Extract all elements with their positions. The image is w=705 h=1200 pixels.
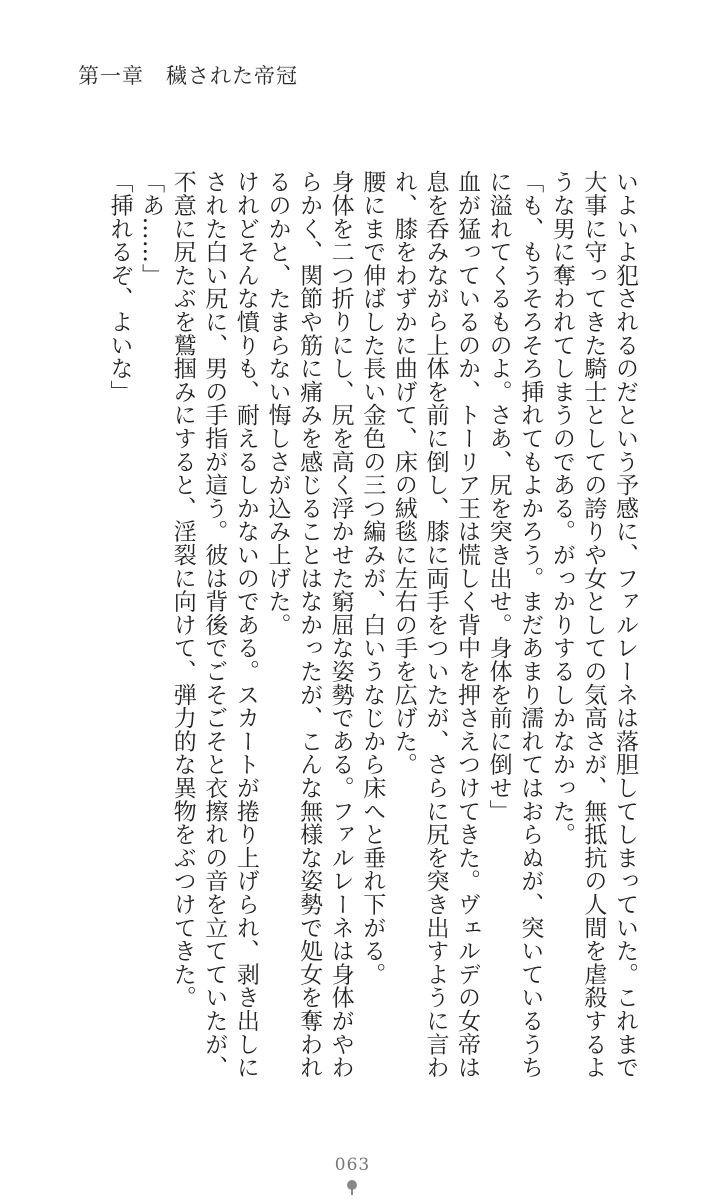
paragraph: 血が猛っているのか、トーリア王は慌しく背中を押さえつけてきた。ヴェルデの女帝は息を呑みながら上体を前に倒し、膝に両手をついたが、さらに尻を突き出すように言われ、膝をわずかに曲げて、床の絨毯に左右の手を広げた。	[390, 170, 481, 1079]
ornament-icon	[347, 1180, 357, 1190]
running-head: 第一章 穢された帝冠	[78, 64, 298, 88]
body-text	[70, 170, 640, 1100]
paragraph: 「挿れるぞ、よいな」	[106, 170, 133, 403]
paragraph: いよいよ犯されるのだという予感に、ファルレーネは落胆してしまっていた。これまで大事に守ってきた騎士としての誇りや女としての気高さが、無抵抗の人間を虐殺するような男に奪われてしまうのである。がっかりするしかなかった。	[548, 170, 638, 1079]
page-number: 063	[334, 1155, 371, 1175]
paragraph: 「も、もうそろそろ挿れてもよかろう。まだあまり濡れてはおらぬが、突いているうちに溢れてくるものよ。さあ、尻を突き出せ。身体を前に倒せ」	[485, 170, 544, 1079]
paragraph: けれどそんな憤りも、耐えるしかないのである。スカートが捲り上げられ、剥き出しにされた白い尻に、男の手指が這う。彼は背後でごそごそと衣擦れの音を立てていたが、不意に尻たぶを鷲掴みにすると、淫裂に向けて、弾力的な異物をぶつけてきた。	[169, 170, 259, 1079]
paragraph: 「あ……」	[138, 170, 165, 287]
paragraph: 身体を二つ折りにし、尻を高く浮かせた窮屈な姿勢である。ファルレーネは身体がやわらかく、関節や筋に痛みを感じることはなかったが、こんな無様な姿勢で処女を奪われるのかと、たまらない悔しさが込み上げた。	[264, 170, 354, 1079]
paragraph: 腰にまで伸ばした長い金色の三つ編みが、白いうなじから床へと垂れ下がる。	[359, 170, 386, 986]
